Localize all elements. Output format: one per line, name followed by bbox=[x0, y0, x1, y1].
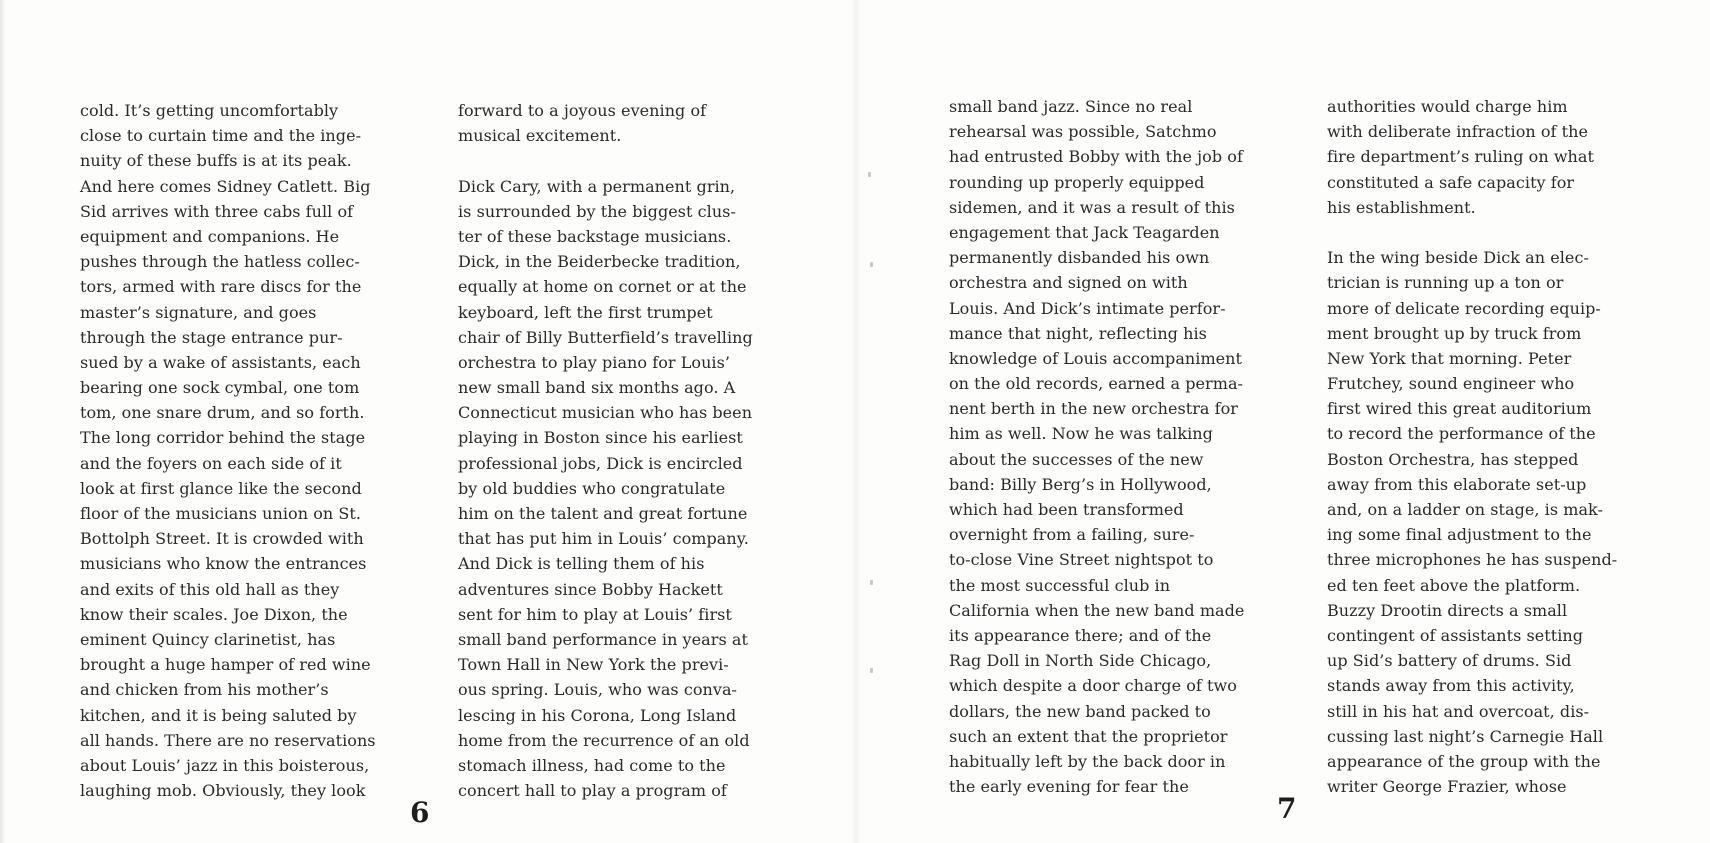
text-line: know their scales. Joe Dixon, the bbox=[80, 604, 348, 624]
text-line: look at first glance like the second bbox=[80, 478, 362, 498]
text-line: laughing mob. Obviously, they look bbox=[80, 781, 366, 801]
text-line: with deliberate infraction of the bbox=[1327, 122, 1589, 142]
text-line: chair of Billy Butterfield’s travelling bbox=[458, 327, 753, 347]
text-line: away from this elaborate set-up bbox=[1327, 474, 1587, 494]
text-line: pushes through the hatless collec- bbox=[80, 252, 360, 272]
text-line: on the old records, earned a perma- bbox=[949, 374, 1243, 394]
text-line: sued by a wake of assistants, each bbox=[80, 352, 361, 372]
text-line: cussing last night’s Carnegie Hall bbox=[1327, 726, 1604, 746]
text-line: bearing one sock cymbal, one tom bbox=[80, 378, 360, 398]
text-line: Bottolph Street. It is crowded with bbox=[80, 529, 364, 549]
text-line: and, on a ladder on stage, is mak- bbox=[1327, 500, 1603, 519]
text-column-right-1 bbox=[949, 94, 1244, 799]
text-line: more of delicate recording equip- bbox=[1327, 298, 1601, 318]
page-7 bbox=[855, 0, 1710, 843]
page-number: 6 bbox=[410, 796, 430, 829]
text-line: which had been transformed bbox=[949, 500, 1184, 519]
text-line: ed ten feet above the platform. bbox=[1327, 575, 1581, 595]
text-line: And Dick is telling them of his bbox=[458, 554, 705, 574]
text-line: had entrusted Bobby with the job of bbox=[949, 147, 1243, 167]
text-line: ment brought up by truck from bbox=[1327, 323, 1582, 343]
text-line: is surrounded by the biggest clus- bbox=[458, 201, 736, 221]
text-line: In the wing beside Dick an elec- bbox=[1327, 248, 1589, 268]
text-line: nent berth in the new orchestra for bbox=[949, 399, 1239, 419]
paragraph-break bbox=[1327, 220, 1617, 245]
text-line: his establishment. bbox=[1327, 197, 1476, 217]
text-line: master’s signature, and goes bbox=[80, 302, 317, 322]
text-line: And here comes Sidney Catlett. Big bbox=[80, 176, 371, 196]
text-line: its appearance there; and of the bbox=[949, 625, 1212, 645]
text-line: ing some final adjustment to the bbox=[1327, 525, 1592, 545]
text-line: Town Hall in New York the previ- bbox=[458, 655, 729, 675]
page-number: 7 bbox=[1277, 792, 1297, 825]
text-line: to-close Vine Street nightspot to bbox=[949, 550, 1214, 570]
text-line: through the stage entrance pur- bbox=[80, 327, 343, 347]
text-line: about the successes of the new bbox=[949, 449, 1204, 469]
text-line: orchestra and signed on with bbox=[949, 273, 1188, 293]
text-line: kitchen, and it is being saluted by bbox=[80, 705, 357, 725]
text-line: habitually left by the back door in bbox=[949, 751, 1226, 771]
text-line: new small band six months ago. A bbox=[458, 378, 736, 398]
text-line: appearance of the group with the bbox=[1327, 751, 1601, 771]
text-line: the most successful club in bbox=[949, 575, 1171, 595]
text-line: eminent Quincy clarinetist, has bbox=[80, 629, 336, 649]
text-line: musicians who know the entrances bbox=[80, 554, 367, 574]
text-line: professional jobs, Dick is encircled bbox=[458, 453, 743, 473]
text-line: New York that morning. Peter bbox=[1327, 348, 1572, 368]
text-line: Dick Cary, with a permanent grin, bbox=[458, 176, 736, 196]
text-line: brought a huge hamper of red wine bbox=[80, 655, 371, 675]
text-line: Sid arrives with three cabs full of bbox=[80, 201, 354, 221]
text-line: lescing in his Corona, Long Island bbox=[458, 705, 737, 725]
text-line: adventures since Bobby Hackett bbox=[458, 579, 723, 599]
text-line: close to curtain time and the inge- bbox=[80, 126, 362, 146]
text-line: home from the recurrence of an old bbox=[458, 730, 750, 750]
text-line: ter of these backstage musicians. bbox=[458, 226, 732, 246]
text-line: rounding up properly equipped bbox=[949, 172, 1205, 192]
text-line: cold. It’s getting uncomfortably bbox=[80, 101, 339, 120]
text-line: California when the new band made bbox=[949, 600, 1245, 620]
text-line: and exits of this old hall as they bbox=[80, 579, 340, 599]
text-line: authorities would charge him bbox=[1327, 97, 1568, 116]
text-line: constituted a safe capacity for bbox=[1327, 172, 1575, 192]
text-line: Dick, in the Beiderbecke tradition, bbox=[458, 252, 741, 272]
text-line: ous spring. Louis, who was conva- bbox=[458, 680, 738, 700]
text-line: permanently disbanded his own bbox=[949, 248, 1210, 268]
text-line: all hands. There are no reservations bbox=[80, 730, 376, 750]
text-line: dollars, the new band packed to bbox=[949, 701, 1211, 721]
text-line: Connecticut musician who has been bbox=[458, 403, 753, 423]
text-column-right-2 bbox=[1327, 94, 1617, 799]
text-line: Louis. And Dick’s intimate perfor- bbox=[949, 298, 1226, 318]
text-line: Rag Doll in North Side Chicago, bbox=[949, 651, 1212, 671]
text-line: trician is running up a ton or bbox=[1327, 273, 1564, 293]
text-line: such an extent that the proprietor bbox=[949, 726, 1228, 746]
text-line: keyboard, left the first trumpet bbox=[458, 302, 713, 322]
text-line: stomach illness, had come to the bbox=[458, 755, 726, 775]
text-line: him on the talent and great fortune bbox=[458, 504, 748, 523]
text-line: by old buddies who congratulate bbox=[458, 478, 726, 498]
text-column-left-2 bbox=[458, 98, 753, 803]
text-line: playing in Boston since his earliest bbox=[458, 428, 743, 448]
text-line: Boston Orchestra, has stepped bbox=[1327, 449, 1579, 469]
text-line: small band jazz. Since no real bbox=[949, 97, 1193, 116]
text-line: up Sid’s battery of drums. Sid bbox=[1327, 651, 1572, 671]
text-line: contingent of assistants setting bbox=[1327, 625, 1584, 645]
text-column-left-1 bbox=[80, 98, 376, 803]
text-line: small band performance in years at bbox=[458, 629, 748, 649]
text-line: equipment and companions. He bbox=[80, 226, 340, 246]
text-line: sidemen, and it was a result of this bbox=[949, 197, 1235, 217]
text-line: nuity of these buffs is at its peak. bbox=[80, 151, 352, 171]
text-line: overnight from a failing, sure- bbox=[949, 525, 1195, 545]
text-line: the early evening for fear the bbox=[949, 777, 1189, 797]
text-line: about Louis’ jazz in this boisterous, bbox=[80, 755, 370, 775]
text-line: to record the performance of the bbox=[1327, 424, 1596, 444]
text-line: writer George Frazier, whose bbox=[1327, 777, 1567, 797]
text-line: sent for him to play at Louis’ first bbox=[458, 604, 732, 624]
text-line: forward to a joyous evening of bbox=[458, 101, 707, 120]
text-line: rehearsal was possible, Satchmo bbox=[949, 122, 1217, 142]
text-line: The long corridor behind the stage bbox=[80, 428, 366, 448]
text-line: Frutchey, sound engineer who bbox=[1327, 374, 1575, 394]
text-line: first wired this great auditorium bbox=[1327, 399, 1592, 419]
text-line: tom, one snare drum, and so forth. bbox=[80, 403, 365, 423]
text-line: equally at home on cornet or at the bbox=[458, 277, 747, 297]
text-line: knowledge of Louis accompaniment bbox=[949, 348, 1243, 368]
text-line: three microphones he has suspend- bbox=[1327, 550, 1618, 570]
text-line: still in his hat and overcoat, dis- bbox=[1327, 701, 1590, 721]
text-line: engagement that Jack Teagarden bbox=[949, 222, 1220, 242]
text-line: musical excitement. bbox=[458, 126, 622, 146]
text-line: and the foyers on each side of it bbox=[80, 453, 342, 473]
text-line: Buzzy Drootin directs a small bbox=[1327, 600, 1568, 620]
text-line: which despite a door charge of two bbox=[949, 676, 1237, 696]
text-line: concert hall to play a program of bbox=[458, 781, 727, 801]
text-line: tors, armed with rare discs for the bbox=[80, 277, 362, 297]
text-line: band: Billy Berg’s in Hollywood, bbox=[949, 474, 1212, 494]
text-line: stands away from this activity, bbox=[1327, 676, 1575, 696]
paragraph-break bbox=[458, 148, 753, 173]
text-line: fire department’s ruling on what bbox=[1327, 147, 1594, 167]
text-line: orchestra to play piano for Louis’ bbox=[458, 352, 730, 372]
text-line: and chicken from his mother’s bbox=[80, 680, 329, 700]
text-line: floor of the musicians union on St. bbox=[80, 504, 361, 523]
text-line: him as well. Now he was talking bbox=[949, 424, 1213, 444]
text-line: that has put him in Louis’ company. bbox=[458, 529, 749, 549]
text-line: mance that night, reflecting his bbox=[949, 323, 1207, 343]
